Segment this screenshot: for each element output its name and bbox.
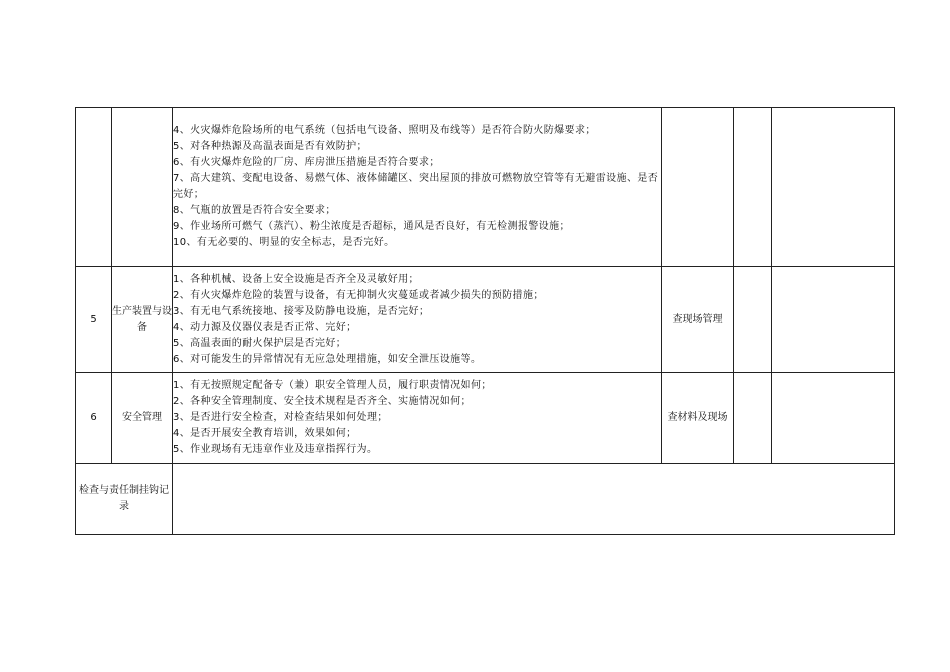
check-content-cell (173, 267, 662, 373)
item-number-cell: 6 (76, 373, 112, 464)
check-line: 5、作业现场有无违章作业及违章指挥行为。 (173, 444, 378, 455)
check-line: 4、火灾爆炸危险场所的电气系统（包括电气设备、照明及布线等）是否符合防火防爆要求； (173, 125, 596, 136)
check-line: 4、动力源及仪器仪表是否正常、完好； (173, 321, 357, 333)
check-line: 9、作业场所可燃气（蒸汽）、粉尘浓度是否超标，通风是否良好，有无检测报警设施； (173, 221, 570, 232)
table-row (76, 267, 895, 373)
check-line: 3、有无电气系统接地、接零及防静电设施，是否完好； (173, 305, 430, 317)
result-cell (734, 373, 772, 464)
result-cell (734, 108, 772, 267)
item-number-cell: 5 (76, 267, 112, 373)
table-row (76, 108, 895, 267)
check-method-cell (662, 108, 734, 267)
item-number-cell (76, 108, 112, 267)
check-line: 1、各种机械、设备上安全设施是否齐全及灵敏好用； (173, 273, 419, 285)
check-line: 6、对可能发生的异常情况有无应急处理措施，如安全泄压设施等。 (173, 353, 482, 365)
record-row (76, 464, 895, 535)
record-label-cell: 检查与责任制挂钩记录 (76, 464, 173, 535)
table-row (76, 373, 895, 464)
item-name-cell: 生产装置与设备 (112, 267, 173, 373)
checklist-page (75, 107, 894, 548)
check-line: 6、有火灾爆炸危险的厂房、库房泄压措施是否符合要求； (173, 157, 440, 168)
check-method-cell: 查现场管理 (662, 267, 734, 373)
check-line: 10、有无必要的、明显的安全标志，是否完好。 (173, 237, 395, 248)
remark-cell (772, 373, 895, 464)
item-name-cell (112, 108, 173, 267)
check-method-cell: 查材料及现场 (662, 373, 734, 464)
result-cell (734, 267, 772, 373)
safety-checklist-table (75, 107, 895, 535)
check-line: 5、高温表面的耐火保护层是否完好； (173, 337, 347, 349)
check-content-cell (173, 108, 662, 267)
check-line: 5、对各种热源及高温表面是否有效防护； (173, 141, 367, 152)
check-line: 2、有火灾爆炸危险的装置与设备，有无抑制火灾蔓延或者减少损失的预防措施； (173, 289, 544, 301)
remark-cell (772, 267, 895, 373)
check-line: 3、是否进行安全检查，对检查结果如何处理； (173, 412, 388, 423)
remark-cell (772, 108, 895, 267)
record-value-cell (173, 464, 895, 535)
check-line: 4、是否开展安全教育培训，效果如何； (173, 428, 357, 439)
check-line: 1、有无按照规定配备专（兼）职安全管理人员，履行职责情况如何； (173, 380, 492, 391)
check-content-cell (173, 373, 662, 464)
check-line: 7、高大建筑、变配电设备、易燃气体、液体储罐区、突出屋顶的排放可燃物放空管等有无避雷设施、是否完好； (173, 173, 659, 200)
check-line: 2、各种安全管理制度、安全技术规程是否齐全、实施情况如何； (173, 396, 471, 407)
item-name-cell: 安全管理 (112, 373, 173, 464)
check-line: 8、气瓶的放置是否符合安全要求； (173, 205, 336, 216)
